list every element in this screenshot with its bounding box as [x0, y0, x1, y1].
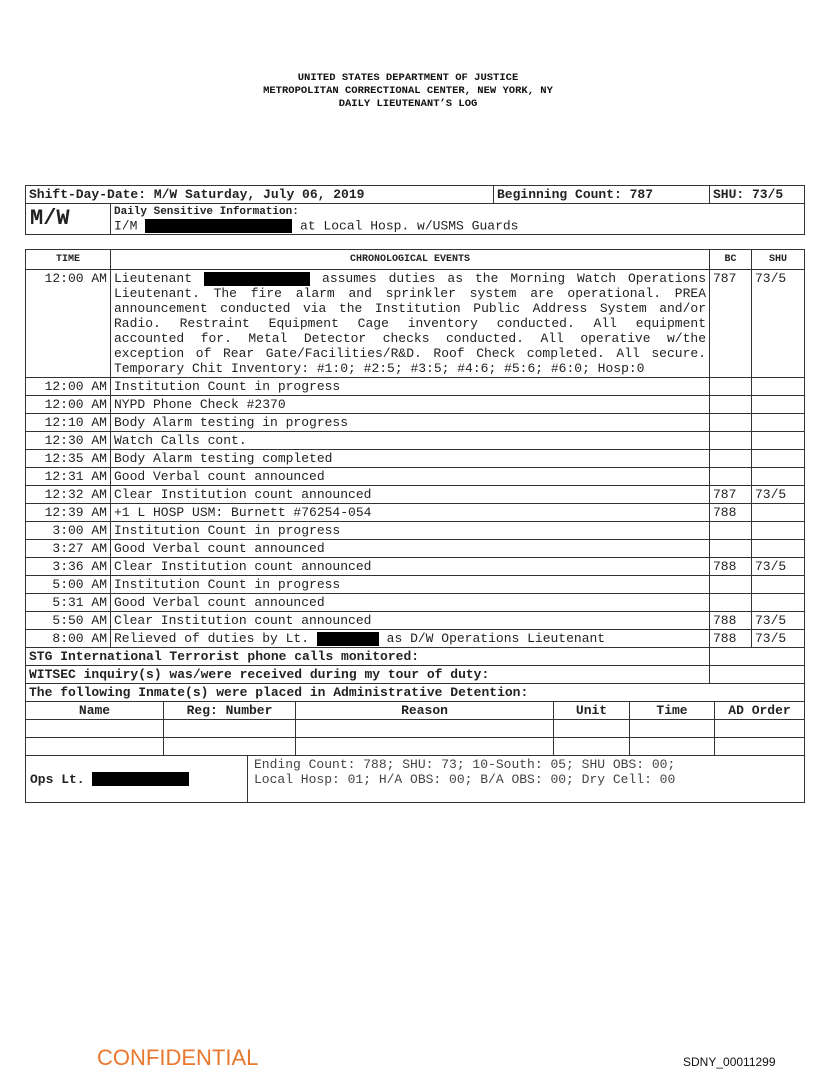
- ad-note: The following Inmate(s) were placed in Administrative Detention:: [26, 684, 805, 702]
- event-shu: [752, 594, 805, 612]
- event-time: 3:36 AM: [26, 558, 111, 576]
- ad-cell: [715, 738, 805, 756]
- ending-line-1: Ending Count: 788; SHU: 73; 10-South: 05; SHU OBS: 00;: [254, 757, 676, 772]
- event-text: Institution Count in progress: [111, 522, 710, 540]
- ending-count: [248, 756, 805, 803]
- shu-count: SHU: 73/5: [710, 186, 805, 204]
- event-row: [26, 396, 805, 414]
- event-time: 8:00 AM: [26, 630, 111, 648]
- ad-col-unit: Unit: [554, 702, 630, 720]
- event-bc: 787: [710, 486, 752, 504]
- event-shu: [752, 414, 805, 432]
- event-time: 3:27 AM: [26, 540, 111, 558]
- event-time: 3:00 AM: [26, 522, 111, 540]
- event-bc: [710, 576, 752, 594]
- document-header: [0, 72, 816, 111]
- col-events: CHRONOLOGICAL EVENTS: [111, 250, 710, 270]
- redaction-bar: [92, 772, 189, 786]
- event-row: [26, 378, 805, 396]
- ad-row: [26, 720, 805, 738]
- dsi-entry: [114, 219, 801, 233]
- event-row: [26, 270, 805, 378]
- ad-col-name: Name: [26, 702, 164, 720]
- event-text: Clear Institution count announced: [111, 486, 710, 504]
- ending-line-2: Local Hosp: 01; H/A OBS: 00; B/A OBS: 00; Dry Cell: 00: [254, 772, 676, 787]
- event-bc: 788: [710, 612, 752, 630]
- ad-cell: [26, 720, 164, 738]
- event-time: 12:30 AM: [26, 432, 111, 450]
- event-text: Watch Calls cont.: [111, 432, 710, 450]
- event-shu: [752, 432, 805, 450]
- event-text: +1 L HOSP USM: Burnett #76254-054: [111, 504, 710, 522]
- event-time: 5:31 AM: [26, 594, 111, 612]
- witsec-note: WITSEC inquiry(s) was/were received during my tour of duty:: [26, 666, 710, 684]
- shift-day-date: Shift-Day-Date: M/W Saturday, July 06, 2019: [26, 186, 494, 204]
- daily-sensitive-info: [111, 204, 805, 235]
- event-text-a: Relieved of duties by Lt.: [114, 631, 310, 646]
- event-text: Clear Institution count announced: [111, 612, 710, 630]
- chronological-events-table: [25, 249, 805, 702]
- ad-cell: [296, 738, 554, 756]
- watch-label: [26, 204, 111, 235]
- event-bc: [710, 522, 752, 540]
- event-shu: [752, 522, 805, 540]
- header-facility: METROPOLITAN CORRECTIONAL CENTER, NEW YORK, NY: [263, 85, 553, 97]
- event-row: [26, 486, 805, 504]
- ad-cell: [554, 738, 630, 756]
- event-bc: 787: [710, 270, 752, 378]
- event-row: [26, 414, 805, 432]
- event-bc: 788: [710, 558, 752, 576]
- ad-col-reg: Reg: Number: [164, 702, 296, 720]
- event-text: Good Verbal count announced: [111, 468, 710, 486]
- event-text: Institution Count in progress: [111, 576, 710, 594]
- event-row: [26, 468, 805, 486]
- header-agency: UNITED STATES DEPARTMENT OF JUSTICE: [297, 72, 519, 84]
- event-row: [26, 576, 805, 594]
- event-text: [111, 270, 710, 378]
- col-time: TIME: [26, 250, 111, 270]
- event-text: NYPD Phone Check #2370: [111, 396, 710, 414]
- redaction-bar: [145, 219, 292, 233]
- event-row: [26, 432, 805, 450]
- witsec-value: [710, 666, 805, 684]
- watch-code: M/W: [30, 206, 70, 232]
- ad-row: [26, 738, 805, 756]
- event-text: Body Alarm testing completed: [111, 450, 710, 468]
- confidential-label: CONFIDENTIAL: [97, 1045, 259, 1070]
- event-shu: [752, 450, 805, 468]
- dsi-label: Daily Sensitive Information:: [114, 206, 299, 218]
- ad-cell: [164, 738, 296, 756]
- event-time: 12:10 AM: [26, 414, 111, 432]
- ad-col-time: Time: [630, 702, 715, 720]
- event-text: Good Verbal count announced: [111, 540, 710, 558]
- redaction-bar: [204, 272, 310, 286]
- event-shu: 73/5: [752, 630, 805, 648]
- stg-value: [710, 648, 805, 666]
- event-bc: [710, 396, 752, 414]
- header-log-title: DAILY LIEUTENANT’S LOG: [338, 98, 478, 110]
- event-bc: 788: [710, 630, 752, 648]
- event-time: 5:00 AM: [26, 576, 111, 594]
- bates-number: SDNY_00011299: [683, 1055, 776, 1069]
- ad-cell: [630, 738, 715, 756]
- event-row: [26, 612, 805, 630]
- event-shu: [752, 468, 805, 486]
- ad-cell: [26, 738, 164, 756]
- event-shu: 73/5: [752, 486, 805, 504]
- event-time: 12:31 AM: [26, 468, 111, 486]
- event-bc: [710, 594, 752, 612]
- event-shu: [752, 396, 805, 414]
- event-row: [26, 504, 805, 522]
- event-shu: [752, 576, 805, 594]
- ad-cell: [164, 720, 296, 738]
- event-text: Good Verbal count announced: [111, 594, 710, 612]
- stg-note: STG International Terrorist phone calls monitored:: [26, 648, 710, 666]
- event-time: 12:00 AM: [26, 396, 111, 414]
- event-row: [26, 594, 805, 612]
- event-time: 12:39 AM: [26, 504, 111, 522]
- ops-lt-signature: [26, 756, 248, 803]
- event-bc: [710, 540, 752, 558]
- shift-summary-table: [25, 185, 805, 235]
- col-shu: SHU: [752, 250, 805, 270]
- event-time: 12:00 AM: [26, 378, 111, 396]
- event-shu: [752, 540, 805, 558]
- col-bc: BC: [710, 250, 752, 270]
- event-bc: [710, 432, 752, 450]
- event-bc: 788: [710, 504, 752, 522]
- event-row: [26, 558, 805, 576]
- ad-cell: [630, 720, 715, 738]
- event-text: [111, 630, 710, 648]
- event-bc: [710, 378, 752, 396]
- event-shu: [752, 504, 805, 522]
- ad-cell: [296, 720, 554, 738]
- event-text: Institution Count in progress: [111, 378, 710, 396]
- event-time: 12:32 AM: [26, 486, 111, 504]
- event-shu: 73/5: [752, 558, 805, 576]
- event-row: [26, 630, 805, 648]
- event-shu: 73/5: [752, 270, 805, 378]
- ad-cell: [715, 720, 805, 738]
- event-time: 12:00 AM: [26, 270, 111, 378]
- event-text-b: as D/W Operations Lieutenant: [386, 631, 606, 646]
- event-shu: [752, 378, 805, 396]
- event-text: Body Alarm testing in progress: [111, 414, 710, 432]
- event-text-b: assumes duties as the Morning Watch Operations Lieutenant. The fire alarm and sprinkler system are operational. PREA announcement conducted via the Institution Public Address System and/or Radio. Restraint Equipment Cage inventory conducted. All equipment accounted for. Metal Detector checks conducted. All operative w/the exception of Rear Gate/Facilities/R&D. Roof Check completed. All secure. Temporary Chit Inventory: #1:0; #2:5; #3:5; #4:6; #5:6; #6:0; Hosp:0: [114, 271, 706, 376]
- ops-lt-label: Ops Lt.: [30, 771, 85, 787]
- admin-detention-table: [25, 701, 805, 803]
- dsi-text: at Local Hosp. w/USMS Guards: [300, 218, 519, 234]
- beginning-count: Beginning Count: 787: [494, 186, 710, 204]
- event-row: [26, 540, 805, 558]
- event-bc: [710, 450, 752, 468]
- ad-col-order: AD Order: [715, 702, 805, 720]
- event-time: 5:50 AM: [26, 612, 111, 630]
- event-text: Clear Institution count announced: [111, 558, 710, 576]
- event-text-a: Lieutenant: [114, 271, 193, 286]
- event-row: [26, 450, 805, 468]
- event-row: [26, 522, 805, 540]
- dsi-prefix: I/M: [114, 218, 138, 234]
- ad-col-reason: Reason: [296, 702, 554, 720]
- ad-cell: [554, 720, 630, 738]
- redaction-bar: [317, 632, 379, 646]
- event-shu: 73/5: [752, 612, 805, 630]
- event-bc: [710, 414, 752, 432]
- event-bc: [710, 468, 752, 486]
- event-time: 12:35 AM: [26, 450, 111, 468]
